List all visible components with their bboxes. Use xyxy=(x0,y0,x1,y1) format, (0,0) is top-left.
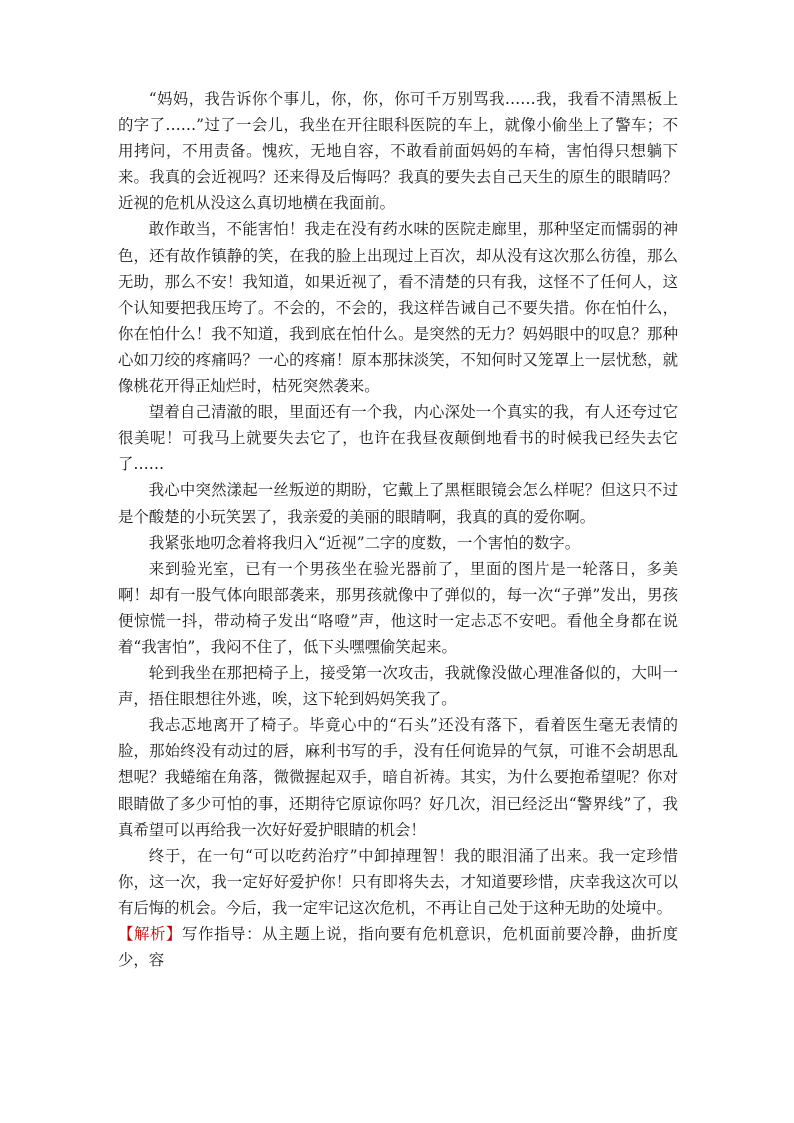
document-body xyxy=(118,86,678,973)
paragraph-7: 轮到我坐在那把椅子上，接受第一次攻击，我就像没做心理准备似的，大叫一声，捂住眼想往外逃，唉，这下轮到妈妈笑我了。 xyxy=(118,664,678,709)
paragraph-3: 望着自己清澈的眼，里面还有一个我，内心深处一个真实的我，有人还夸过它很美呢！可我马上就要失去它了，也许在我昼夜颠倒地看书的时候我已经失去它了…… xyxy=(118,403,678,474)
paragraph-4: 我心中突然漾起一丝叛逆的期盼，它戴上了黑框眼镜会怎么样呢？但这只不过是个酸楚的小玩笑罢了，我亲爱的美丽的眼睛啊，我真的真的爱你啊。 xyxy=(118,481,678,526)
analysis-line xyxy=(118,921,678,973)
paragraph-9: 终于，在一句“可以吃药治疗”中卸掉理智！我的眼泪涌了出来。我一定珍惜你，这一次，我一定好好爱护你！只有即将失去，才知道要珍惜，庆幸我这次可以有后悔的机会。今后，我一定牢记这次危机，不再让自己处于这种无助的处境中。 xyxy=(118,846,678,917)
paragraph-5: 我紧张地叨念着将我归入“近视”二字的度数，一个害怕的数字。 xyxy=(148,533,581,552)
paragraph-6: 来到验光室，已有一个男孩坐在验光器前了，里面的图片是一轮落日，多美啊！却有一股气体向眼部袭来，那男孩就像中了弹似的，每一次“子弹”发出，男孩便惊慌一抖，带动椅子发出“咯噔”声，他这时一定忐忑不安吧。看他全身都在说着“我害怕”，我闷不住了，低下头嘿嘿偷笑起来。 xyxy=(118,559,678,656)
paragraph-2: 敢作敢当，不能害怕！我走在没有药水味的医院走廊里，那种坚定而懦弱的神色，还有故作镇静的笑，在我的脸上出现过上百次，却从没有这次那么彷徨，那么无助，那么不安！我知道，如果近视了，看不清楚的只有我，这怪不了任何人，这个认知要把我压垮了。不会的，不会的，我这样告诫自己不要失措。你在怕什么，你在怕什么！我不知道，我到底在怕什么。是突然的无力？妈妈眼中的叹息？那种心如刀绞的疼痛吗？一心的疼痛！原本那抹淡笑，不知何时又笼罩上一层忧愁，就像桃花开得正灿烂时，枯死突然袭来。 xyxy=(118,220,678,396)
paragraph-1: “妈妈，我告诉你个事儿，你，你，你可千万别骂我……我，我看不清黑板上的字了……”过了一会儿，我坐在开往眼科医院的车上，就像小偷坐上了警车；不用拷问，不用责备。愧疚，无地自容，不敢看前面妈妈的车椅，害怕得只想躺下来。我真的会近视吗？还来得及后悔吗？我真的要失去自己天生的原生的眼睛吗？近视的危机从没这么真切地横在我面前。 xyxy=(118,90,678,213)
analysis-text: 写作指导：从主题上说，指向要有危机意识，危机面前要冷静，曲折度少，容 xyxy=(118,925,678,970)
paragraph-8: 我忐忑地离开了椅子。毕竟心中的“石头”还没有落下，看着医生毫无表情的脸，那始终没有动过的唇，麻利书写的手，没有任何诡异的气氛，可谁不会胡思乱想呢？我蜷缩在角落，微微握起双手，暗自祈祷。其实，为什么要抱希望呢？你对眼睛做了多少可怕的事，还期待它原谅你吗？好几次，泪已经泛出“警界线”了，我真希望可以再给我一次好好爱护眼睛的机会！ xyxy=(118,716,678,839)
analysis-tag: 【解析】 xyxy=(118,925,183,943)
